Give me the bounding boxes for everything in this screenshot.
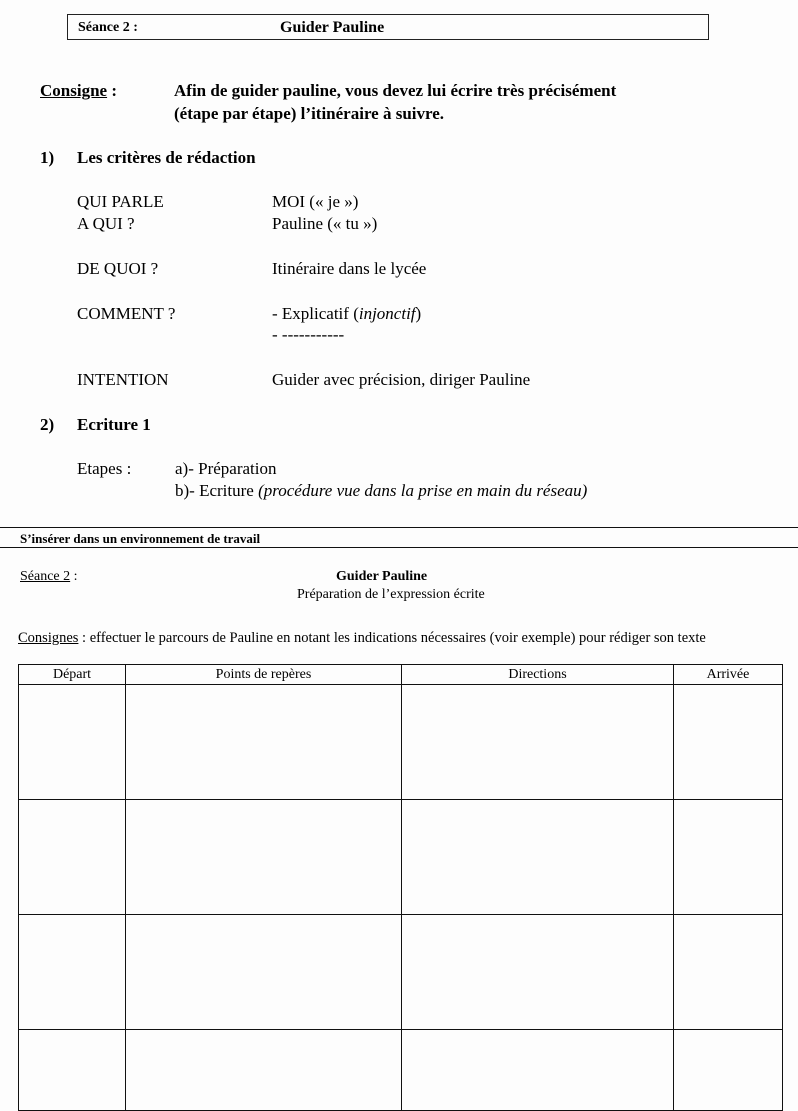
divider-bottom <box>0 547 798 548</box>
table-cell[interactable] <box>126 685 402 800</box>
table-cell[interactable] <box>402 915 674 1030</box>
sheet2-session-label: Séance 2 <box>20 569 71 584</box>
table-row <box>19 1030 783 1111</box>
table-row <box>19 915 783 1030</box>
etapes-label: Etapes : <box>77 459 132 478</box>
criterion-value-line-2: - ----------- <box>272 325 345 344</box>
table-cell[interactable] <box>126 915 402 1030</box>
consigne-heading <box>40 81 117 101</box>
column-header-arrivee: Arrivée <box>674 665 783 685</box>
sheet2-title: Guider Pauline <box>336 569 428 584</box>
section-2-number: 2) <box>40 415 55 434</box>
table-cell[interactable] <box>19 1030 126 1111</box>
table-cell[interactable] <box>674 915 783 1030</box>
criterion-value: Guider avec précision, diriger Pauline <box>272 370 531 389</box>
session-header-box <box>67 14 709 40</box>
consigne-colon: : <box>107 81 117 100</box>
criterion-value <box>272 304 421 324</box>
sheet2-session-heading <box>20 569 78 585</box>
table-cell[interactable] <box>19 915 126 1030</box>
column-header-directions: Directions <box>402 665 674 685</box>
session-title: Guider Pauline <box>280 19 385 36</box>
criterion-value-suffix: ) <box>415 304 422 323</box>
table-cell[interactable] <box>402 685 674 800</box>
consignes-label: Consignes <box>18 630 79 646</box>
column-header-reperes: Points de repères <box>126 665 402 685</box>
table-row <box>19 800 783 915</box>
consigne-line-2: (étape par étape) l’itinéraire à suivre. <box>174 104 445 123</box>
consignes-line <box>18 630 798 647</box>
table-cell[interactable] <box>402 800 674 915</box>
criterion-value: Pauline (« tu ») <box>272 214 378 233</box>
table-cell[interactable] <box>674 800 783 915</box>
session-label: Séance 2 : <box>78 20 138 35</box>
table-header-row <box>19 665 783 685</box>
column-header-depart: Départ <box>19 665 126 685</box>
criterion-label: A QUI ? <box>77 214 135 233</box>
section-1-number: 1) <box>40 148 55 167</box>
etape-b <box>175 481 587 501</box>
table-cell[interactable] <box>126 800 402 915</box>
section-1-title: Les critères de rédaction <box>77 148 256 167</box>
table-cell[interactable] <box>674 1030 783 1111</box>
table-cell[interactable] <box>19 685 126 800</box>
divider-top <box>0 527 798 528</box>
table-cell[interactable] <box>19 800 126 915</box>
strip-title: S’insérer dans un environnement de travail <box>20 531 261 546</box>
criterion-value-prefix: - Explicatif ( <box>272 304 359 323</box>
criterion-label: COMMENT ? <box>77 304 176 323</box>
table-row <box>19 685 783 800</box>
consigne-line-1: Afin de guider pauline, vous devez lui écrire très précisément <box>174 81 617 100</box>
criterion-label: DE QUOI ? <box>77 259 159 278</box>
criterion-value: MOI (« je ») <box>272 192 359 211</box>
criterion-label: INTENTION <box>77 370 169 389</box>
etape-b-italic: (procédure vue dans la prise en main du réseau) <box>258 481 588 500</box>
criterion-value-italic: injonctif <box>358 304 416 323</box>
sheet2-session-colon: : <box>70 569 78 584</box>
consignes-text: : effectuer le parcours de Pauline en notant les indications nécessaires (voir exemple) pour rédiger son texte <box>78 630 706 646</box>
etape-b-prefix: b)- Ecriture <box>175 481 259 500</box>
criterion-label: QUI PARLE <box>77 192 164 211</box>
itinerary-table <box>18 664 783 1111</box>
table-cell[interactable] <box>674 685 783 800</box>
consigne-label: Consigne <box>40 81 108 100</box>
etape-a: a)- Préparation <box>175 459 277 478</box>
table-cell[interactable] <box>126 1030 402 1111</box>
table-cell[interactable] <box>402 1030 674 1111</box>
sheet2-subtitle: Préparation de l’expression écrite <box>297 587 485 602</box>
section-2-title: Ecriture 1 <box>77 415 151 434</box>
criterion-value: Itinéraire dans le lycée <box>272 259 427 278</box>
